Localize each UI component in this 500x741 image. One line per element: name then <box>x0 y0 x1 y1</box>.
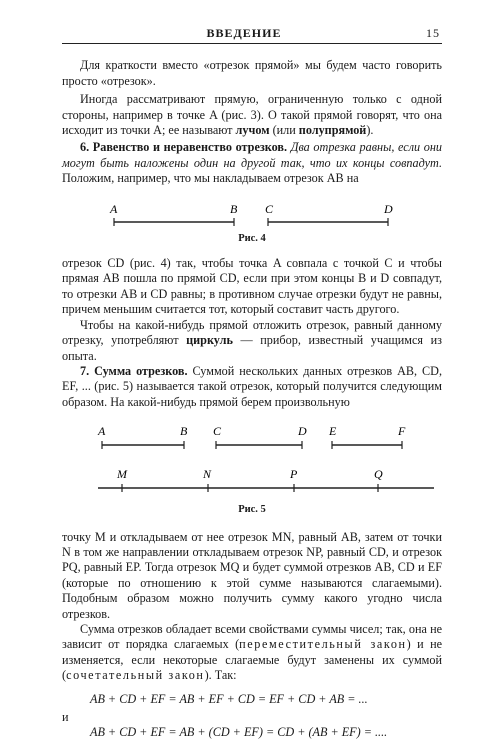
term-associative-law: сочетательный закон <box>66 668 205 683</box>
text-span: ) и не изменяется, если некоторые слагаемые будут заменены их суммой ( <box>62 637 442 683</box>
page-number: 15 <box>426 26 440 40</box>
paragraph-comparison: отрезок CD (рис. 4) так, чтобы точка A совпала с точкой C и чтобы прямая AB пошла по прямой CD, если при этом концы B и D совпадут, то отрезки AB и CD равны; в противном случае отрезки будут не равны, причем меньшим считается тот, который составит часть другого. <box>62 256 442 317</box>
label-n: N <box>203 467 212 482</box>
section-6-heading: 6. Равенство и неравенство отрезков. <box>80 140 288 155</box>
text-span: Положим, например, что мы накладываем отрезок AB на <box>62 171 359 186</box>
term-compass: циркуль <box>186 333 233 348</box>
label-p: P <box>290 467 298 482</box>
term-ray: лучом <box>235 123 270 138</box>
label-q: Q <box>374 467 383 482</box>
paragraph-segment-definition: Для краткости вместо «отрезок прямой» мы будем часто говорить просто «отрезок». <box>62 58 442 88</box>
text-span: Сумма отрезков обладает всеми свойствами суммы чисел; так, она не зависит от порядка слагаемых ( <box>62 621 442 652</box>
figure-5-drawing <box>62 420 442 502</box>
paragraph-ray <box>62 92 442 138</box>
running-header <box>62 26 442 44</box>
label-f: F <box>398 424 406 439</box>
figure-5 <box>62 420 442 502</box>
figure-4-caption: Рис. 4 <box>238 232 266 244</box>
label-b: B <box>180 424 188 439</box>
figure-4-drawing <box>62 195 442 231</box>
section-6-definition: Два отрезка равны, если они могут быть наложены один на другой так, что их концы совпадут. <box>62 140 442 170</box>
label-d: D <box>298 424 307 439</box>
formula-associative: AB + CD + EF = AB + (CD + EF) = CD + (AB + EF) = .... <box>90 725 388 740</box>
label-a: A <box>110 201 118 216</box>
label-m: M <box>117 467 127 482</box>
text-span: ). <box>366 123 374 138</box>
paragraph-sum-construction: точку M и откладываем от нее отрезок MN, равный AB, затем от точки N в том же направлении откладываем отрезок NP, равный CD, и отрезок PQ, равный EP. Тогда отрезок MQ и будет суммой отрезков AB, CD и EF (которые по отношению к этой сумме называются слагаемыми). Подобным образом можно получить сумму какого угодно числа отрезков. <box>62 529 442 621</box>
label-e: E <box>329 424 337 439</box>
term-commutative-law: переместительный закон <box>239 637 407 652</box>
chapter-title: ВВЕДЕНИЕ <box>206 26 282 40</box>
paragraph-sum-properties <box>62 622 442 684</box>
label-b: B <box>230 201 238 216</box>
formula-commutative: AB + CD + EF = AB + EF + CD = EF + CD + AB = ... <box>90 691 368 706</box>
section-7-paragraph <box>62 364 442 410</box>
text-span: (или <box>269 123 299 138</box>
label-a: A <box>98 424 106 439</box>
text-span: Иногда рассматривают прямую, ограниченную только с одной стороны, например в точке A (рис. 3). О такой прямой говорят, что она исходит из точки A; ее называют <box>62 92 442 138</box>
text-span: Суммой нескольких данных отрезков AB, CD, EF, ... (рис. 5) называется такой отрезок, который получится следующим образом. На какой-нибудь прямой берем произвольную <box>62 363 442 409</box>
figure-4 <box>62 195 442 231</box>
term-half-line: полупрямой <box>298 123 367 138</box>
label-c: C <box>265 201 274 216</box>
paragraph-compass <box>62 318 442 364</box>
label-c: C <box>213 424 222 439</box>
text-span: — прибор, известный учащимся из опыта. <box>62 333 442 363</box>
section-6-paragraph <box>62 140 442 186</box>
text-span: Чтобы на какой-нибудь прямой отложить отрезок, равный данному отрезку, употребляют <box>62 317 442 348</box>
label-d: D <box>384 201 393 216</box>
book-page <box>62 26 442 741</box>
conjunction: и <box>62 710 69 724</box>
figure-5-caption: Рис. 5 <box>238 504 266 516</box>
section-7-heading: 7. Сумма отрезков. <box>80 363 188 378</box>
text-span: ). Так: <box>204 668 237 683</box>
